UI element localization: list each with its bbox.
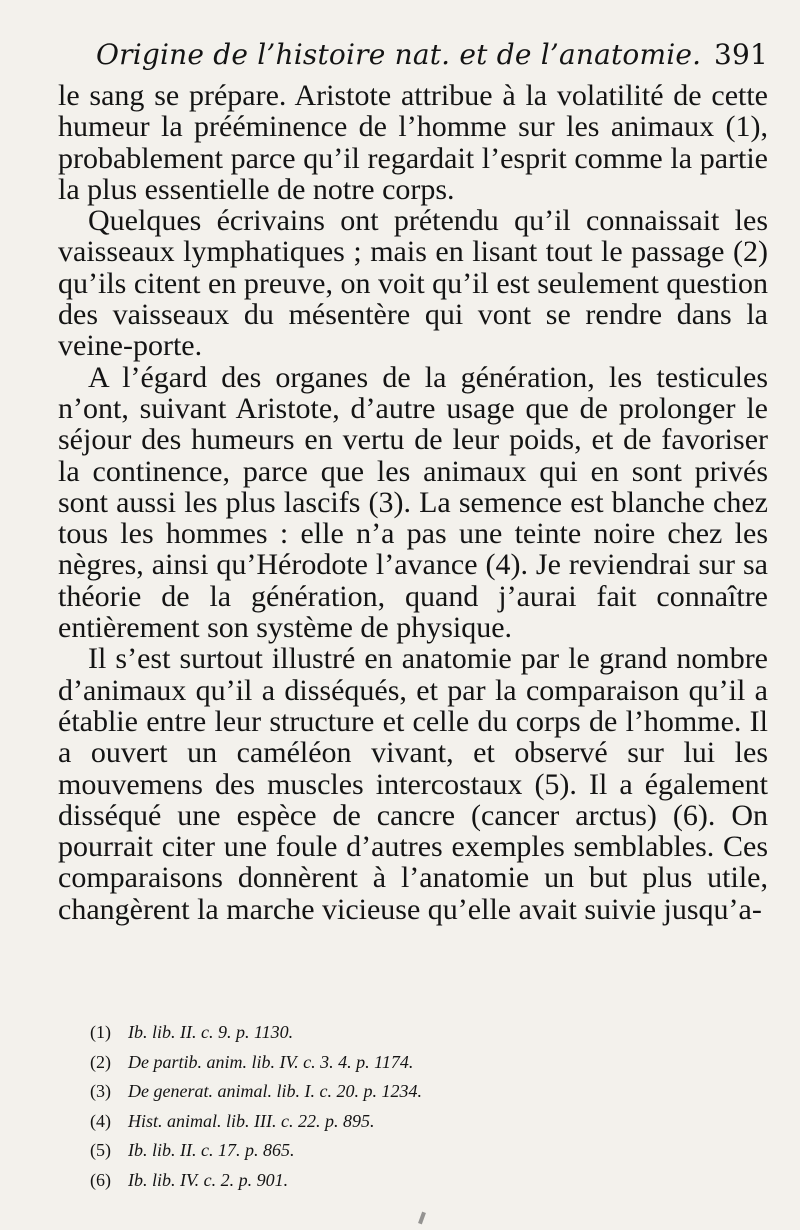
footnote-marker: (3) [90, 1081, 111, 1101]
body-text [58, 80, 768, 925]
footnote-text: Hist. animal. lib. III. c. 22. p. 895. [128, 1110, 375, 1131]
footnote-text: De generat. animal. lib. I. c. 20. p. 1234. [128, 1081, 422, 1101]
footnote-text: Ib. lib. II. c. 9. p. 1130. [128, 1022, 294, 1042]
footnote [90, 1048, 690, 1078]
footnote [90, 1166, 690, 1196]
footnotes [90, 1018, 690, 1195]
page-number: 391 [713, 38, 768, 71]
footnote-marker: (2) [90, 1051, 111, 1072]
footnote-marker: (5) [90, 1140, 111, 1160]
footnote-marker: (1) [90, 1022, 111, 1042]
running-title: Origine de l’histoire nat. et de l’anatomie. [96, 38, 702, 71]
footnote [90, 1018, 690, 1048]
footnote-marker: (4) [90, 1110, 111, 1131]
footnote-marker: (6) [90, 1169, 111, 1190]
paragraph: A l’égard des organes de la génération, les testicules n’ont, suivant Aristote, d’autre usage que de prolonger le séjour des humeurs en vertu de leur poids, et de favoriser la continence, parce que les animaux qui en sont privés sont aussi les plus lascifs (3). La semence est blanche chez tous les hommes : elle n’a pas une teinte noire chez les nègres, ainsi qu’Hérodote l’avance (4). Je reviendrai sur sa théorie de la génération, quand j’aurai fait connaître entièrement son système de physique. [58, 360, 768, 645]
footnote [90, 1077, 690, 1107]
paragraph: le sang se prépare. Aristote attribue à la volatilité de cette humeur la prééminence de l’homme sur les animaux (1), probablement parce qu’il regardait l’esprit comme la partie la plus essentielle de notre corps. [58, 79, 768, 206]
paragraph: Il s’est surtout illustré en anatomie par le grand nombre d’animaux qu’il a disséqués, et par la comparaison qu’il a établie entre leur structure et celle du corps de l’homme. Il a ouvert un caméléon vivant, et observé sur lui les mouvemens des muscles intercostaux (5). Il a également disséqué une espèce de cancre (cancer arctus) (6). On pourrait citer une foule d’autres exemples semblables. Ces comparaisons donnèrent à l’anatomie un but plus utile, changèrent la marche vicieuse qu’elle avait suivie jusqu’a- [58, 642, 768, 926]
running-header [96, 38, 768, 82]
footnote-text: Ib. lib. II. c. 17. p. 865. [128, 1140, 295, 1160]
footnote [90, 1136, 690, 1166]
footnote-text: De partib. anim. lib. IV. c. 3. 4. p. 1174. [128, 1051, 414, 1072]
paragraph: Quelques écrivains ont prétendu qu’il connaissait les vaisseaux lymphatiques ; mais en lisant tout le passage (2) qu’ils citent en preuve, on voit qu’il est seulement question des vaisseaux du mésentère qui vont se rendre dans la veine-porte. [58, 204, 768, 363]
footnote [90, 1107, 690, 1137]
ink-mark [418, 1212, 426, 1225]
footnote-text: Ib. lib. IV. c. 2. p. 901. [128, 1169, 289, 1190]
